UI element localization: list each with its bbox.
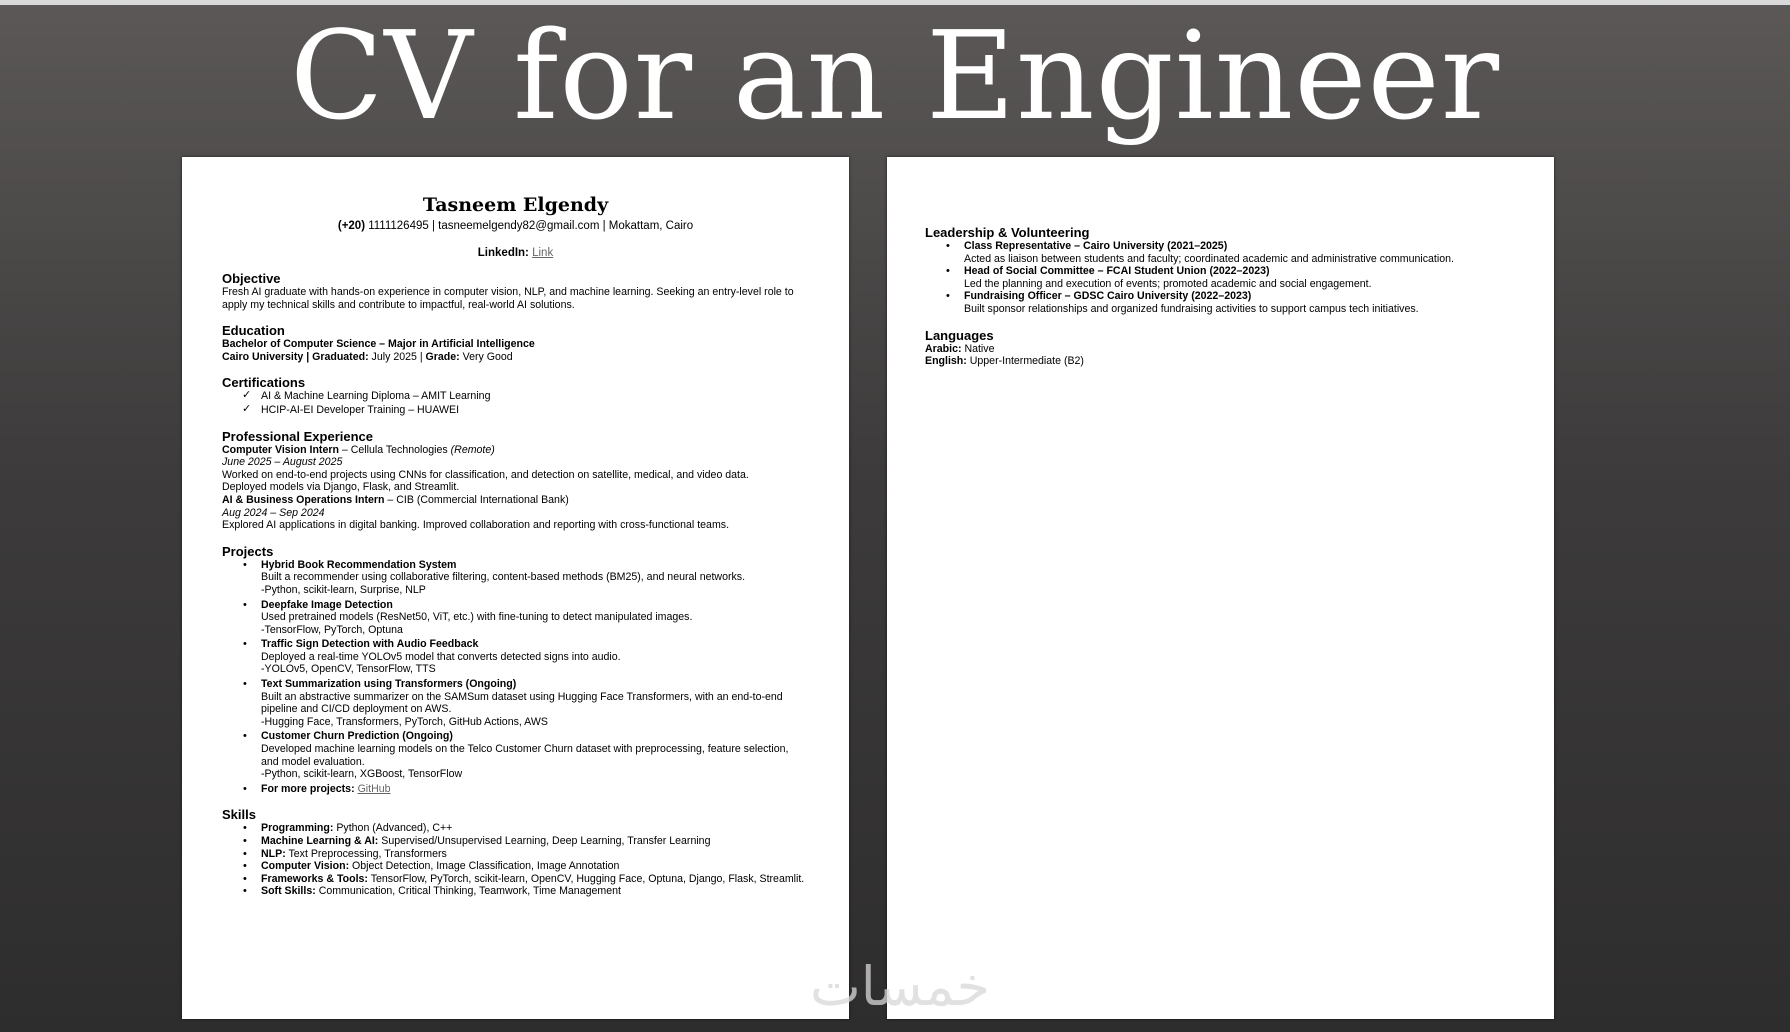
project-name: • Traffic Sign Detection with Audio Feedback xyxy=(261,638,479,651)
project-item xyxy=(222,678,809,728)
project-description: Used pretrained models (ResNet50, ViT, etc.) with fine-tuning to detect manipulated images. xyxy=(261,611,693,624)
slide-title: CV for an Engineer xyxy=(289,5,1501,147)
leadership-item xyxy=(925,265,1514,290)
contact-line xyxy=(222,219,809,234)
skill-item xyxy=(222,860,809,873)
project-item xyxy=(222,559,809,597)
project-name: • Text Summarization using Transformers (Ongoing) xyxy=(261,678,517,691)
cv-page-2 xyxy=(887,157,1554,1019)
objective-paragraph: Fresh AI graduate with hands-on experience in computer vision, NLP, and machine learning. Seeking an entry-level role to apply my technical skills and contribute to impactful, real-world AI solutions. xyxy=(222,286,794,311)
certification-item: ✓ AI & Machine Learning Diploma – AMIT Learning xyxy=(222,390,809,403)
job-role: AI & Business Operations Intern xyxy=(222,493,385,506)
skill-label: Frameworks & Tools: xyxy=(261,872,368,885)
education-heading: Education xyxy=(222,323,285,339)
language-level: Native xyxy=(961,342,995,355)
job-description: Deployed models via Django, Flask, and Streamlit. xyxy=(222,481,460,494)
skill-item xyxy=(222,885,809,898)
skill-item xyxy=(222,822,809,835)
job-title-line xyxy=(222,494,809,507)
objective-text xyxy=(222,286,809,311)
job-dates: June 2025 – August 2025 xyxy=(222,456,343,469)
project-tools: -Python, scikit-learn, Surprise, NLP xyxy=(261,583,426,596)
watermark-logo: خمسات xyxy=(809,955,991,1018)
experience-heading: Professional Experience xyxy=(222,428,374,444)
language-level: Upper-Intermediate (B2) xyxy=(966,355,1084,368)
skill-label: NLP: xyxy=(261,847,286,860)
skill-value: Communication, Critical Thinking, Teamwork, Time Management xyxy=(315,885,621,898)
leadership-role: • Head of Social Committee – FCAI Student Union (2022–2023) xyxy=(964,265,1270,278)
skill-item xyxy=(222,848,809,861)
certifications-heading: Certifications xyxy=(222,375,306,391)
project-description: Built a recommender using collaborative filtering, content-based methods (BM25), and neural networks. xyxy=(261,571,746,584)
project-name: • Hybrid Book Recommendation System xyxy=(261,558,457,571)
project-item xyxy=(222,638,809,676)
contact-details: 1111126495 | tasneemelgendy82@gmail.com | Mokattam, Cairo xyxy=(365,220,694,232)
skill-label: Computer Vision: xyxy=(261,860,350,873)
language-label: English: xyxy=(925,355,967,368)
skills-list xyxy=(222,822,809,898)
skill-value: Supervised/Unsupervised Learning, Deep Learning, Transfer Learning xyxy=(378,835,711,847)
project-description: Built an abstractive summarizer on the SAMSum dataset using Hugging Face Transformers, with an end-to-end pipeline and CI/CD deployment on AWS. xyxy=(261,690,783,716)
skill-label: Soft Skills: xyxy=(261,885,316,898)
project-name: • Deepfake Image Detection xyxy=(261,598,393,611)
project-name: • Customer Churn Prediction (Ongoing) xyxy=(261,730,453,743)
language-label: Arabic: xyxy=(925,342,962,355)
education-graduated: July 2025 | xyxy=(368,350,426,363)
project-item xyxy=(222,599,809,637)
linkedin-line xyxy=(222,246,809,261)
job-company: – Cellula Technologies xyxy=(338,443,451,456)
job-description: Explored AI applications in digital banking. Improved collaboration and reporting with cross-functional teams. xyxy=(222,519,730,532)
skill-label: Programming: xyxy=(261,822,334,835)
project-item xyxy=(222,730,809,780)
project-more-item xyxy=(222,783,809,796)
language-item xyxy=(925,343,1514,356)
project-tools: -Hugging Face, Transformers, PyTorch, GitHub Actions, AWS xyxy=(261,715,548,728)
skill-label: Machine Learning & AI: xyxy=(261,835,379,847)
leadership-item xyxy=(925,240,1514,265)
education-degree: Bachelor of Computer Science – Major in Artificial Intelligence xyxy=(222,338,535,351)
experience-block xyxy=(222,444,809,532)
skill-value: Object Detection, Image Classification, Image Annotation xyxy=(349,860,620,873)
project-description: Deployed a real-time YOLOv5 model that converts detected signs into audio. xyxy=(261,650,621,663)
linkedin-link[interactable]: Link xyxy=(532,247,554,259)
linkedin-label: LinkedIn: xyxy=(477,247,529,259)
job-title-line xyxy=(222,444,809,457)
language-item xyxy=(925,355,1514,368)
github-link[interactable]: GitHub xyxy=(357,782,391,795)
leadership-description: Led the planning and execution of events; promoted academic and social engagement. xyxy=(964,277,1372,290)
job-mode: (Remote) xyxy=(450,443,495,456)
certifications-list xyxy=(222,390,809,416)
leadership-description: Acted as liaison between students and faculty; coordinated academic and administrative communication. xyxy=(964,252,1454,265)
objective-heading: Objective xyxy=(222,271,281,286)
skill-value: Text Preprocessing, Transformers xyxy=(285,847,447,860)
leadership-description: Built sponsor relationships and organized fundraising activities to support campus tech initiatives. xyxy=(964,302,1419,315)
cv-name: Tasneem Elgendy xyxy=(422,194,609,216)
education-block xyxy=(222,338,809,363)
project-tools: -YOLOv5, OpenCV, TensorFlow, TTS xyxy=(261,663,436,676)
job-description: Worked on end-to-end projects using CNNs for classification, and detection on satellite, medical, and video data. xyxy=(222,468,749,481)
languages-heading: Languages xyxy=(925,327,994,343)
languages-block xyxy=(925,343,1514,368)
projects-heading: Projects xyxy=(222,543,274,559)
certification-item: ✓ HCIP-AI-EI Developer Training – HUAWEI xyxy=(222,404,809,417)
leadership-role: • Class Representative – Cairo University (2021–2025) xyxy=(964,240,1228,252)
cv-page-1 xyxy=(182,157,849,1019)
project-tools: -TensorFlow, PyTorch, Optuna xyxy=(261,623,403,636)
skill-value: TensorFlow, PyTorch, scikit-learn, OpenCV, Hugging Face, Optuna, Django, Flask, Streamlit. xyxy=(367,872,805,885)
education-grade-label: Grade: xyxy=(425,350,460,363)
projects-list xyxy=(222,559,809,796)
skills-heading: Skills xyxy=(222,807,256,823)
job-dates: Aug 2024 – Sep 2024 xyxy=(222,506,325,519)
leadership-heading: Leadership & Volunteering xyxy=(925,225,1090,240)
skill-value: Python (Advanced), C++ xyxy=(333,822,453,835)
job-role: Computer Vision Intern xyxy=(222,443,339,456)
leadership-list xyxy=(925,240,1514,316)
skill-item xyxy=(222,873,809,886)
job-company: – CIB (Commercial International Bank) xyxy=(384,493,569,506)
skill-item xyxy=(222,835,809,848)
project-description: Developed machine learning models on the Telco Customer Churn dataset with preprocessing, feature selection, and model evaluation. xyxy=(261,743,789,768)
education-details xyxy=(222,351,809,364)
contact-phone-code: (+20) xyxy=(337,220,366,232)
education-university: Cairo University | Graduated: xyxy=(222,350,369,363)
project-tools: -Python, scikit-learn, XGBoost, TensorFlow xyxy=(261,768,463,781)
leadership-item xyxy=(925,290,1514,315)
leadership-role: • Fundraising Officer – GDSC Cairo University (2022–2023) xyxy=(964,290,1252,303)
more-projects-label: For more projects: xyxy=(261,782,355,795)
education-grade: Very Good xyxy=(459,350,513,363)
